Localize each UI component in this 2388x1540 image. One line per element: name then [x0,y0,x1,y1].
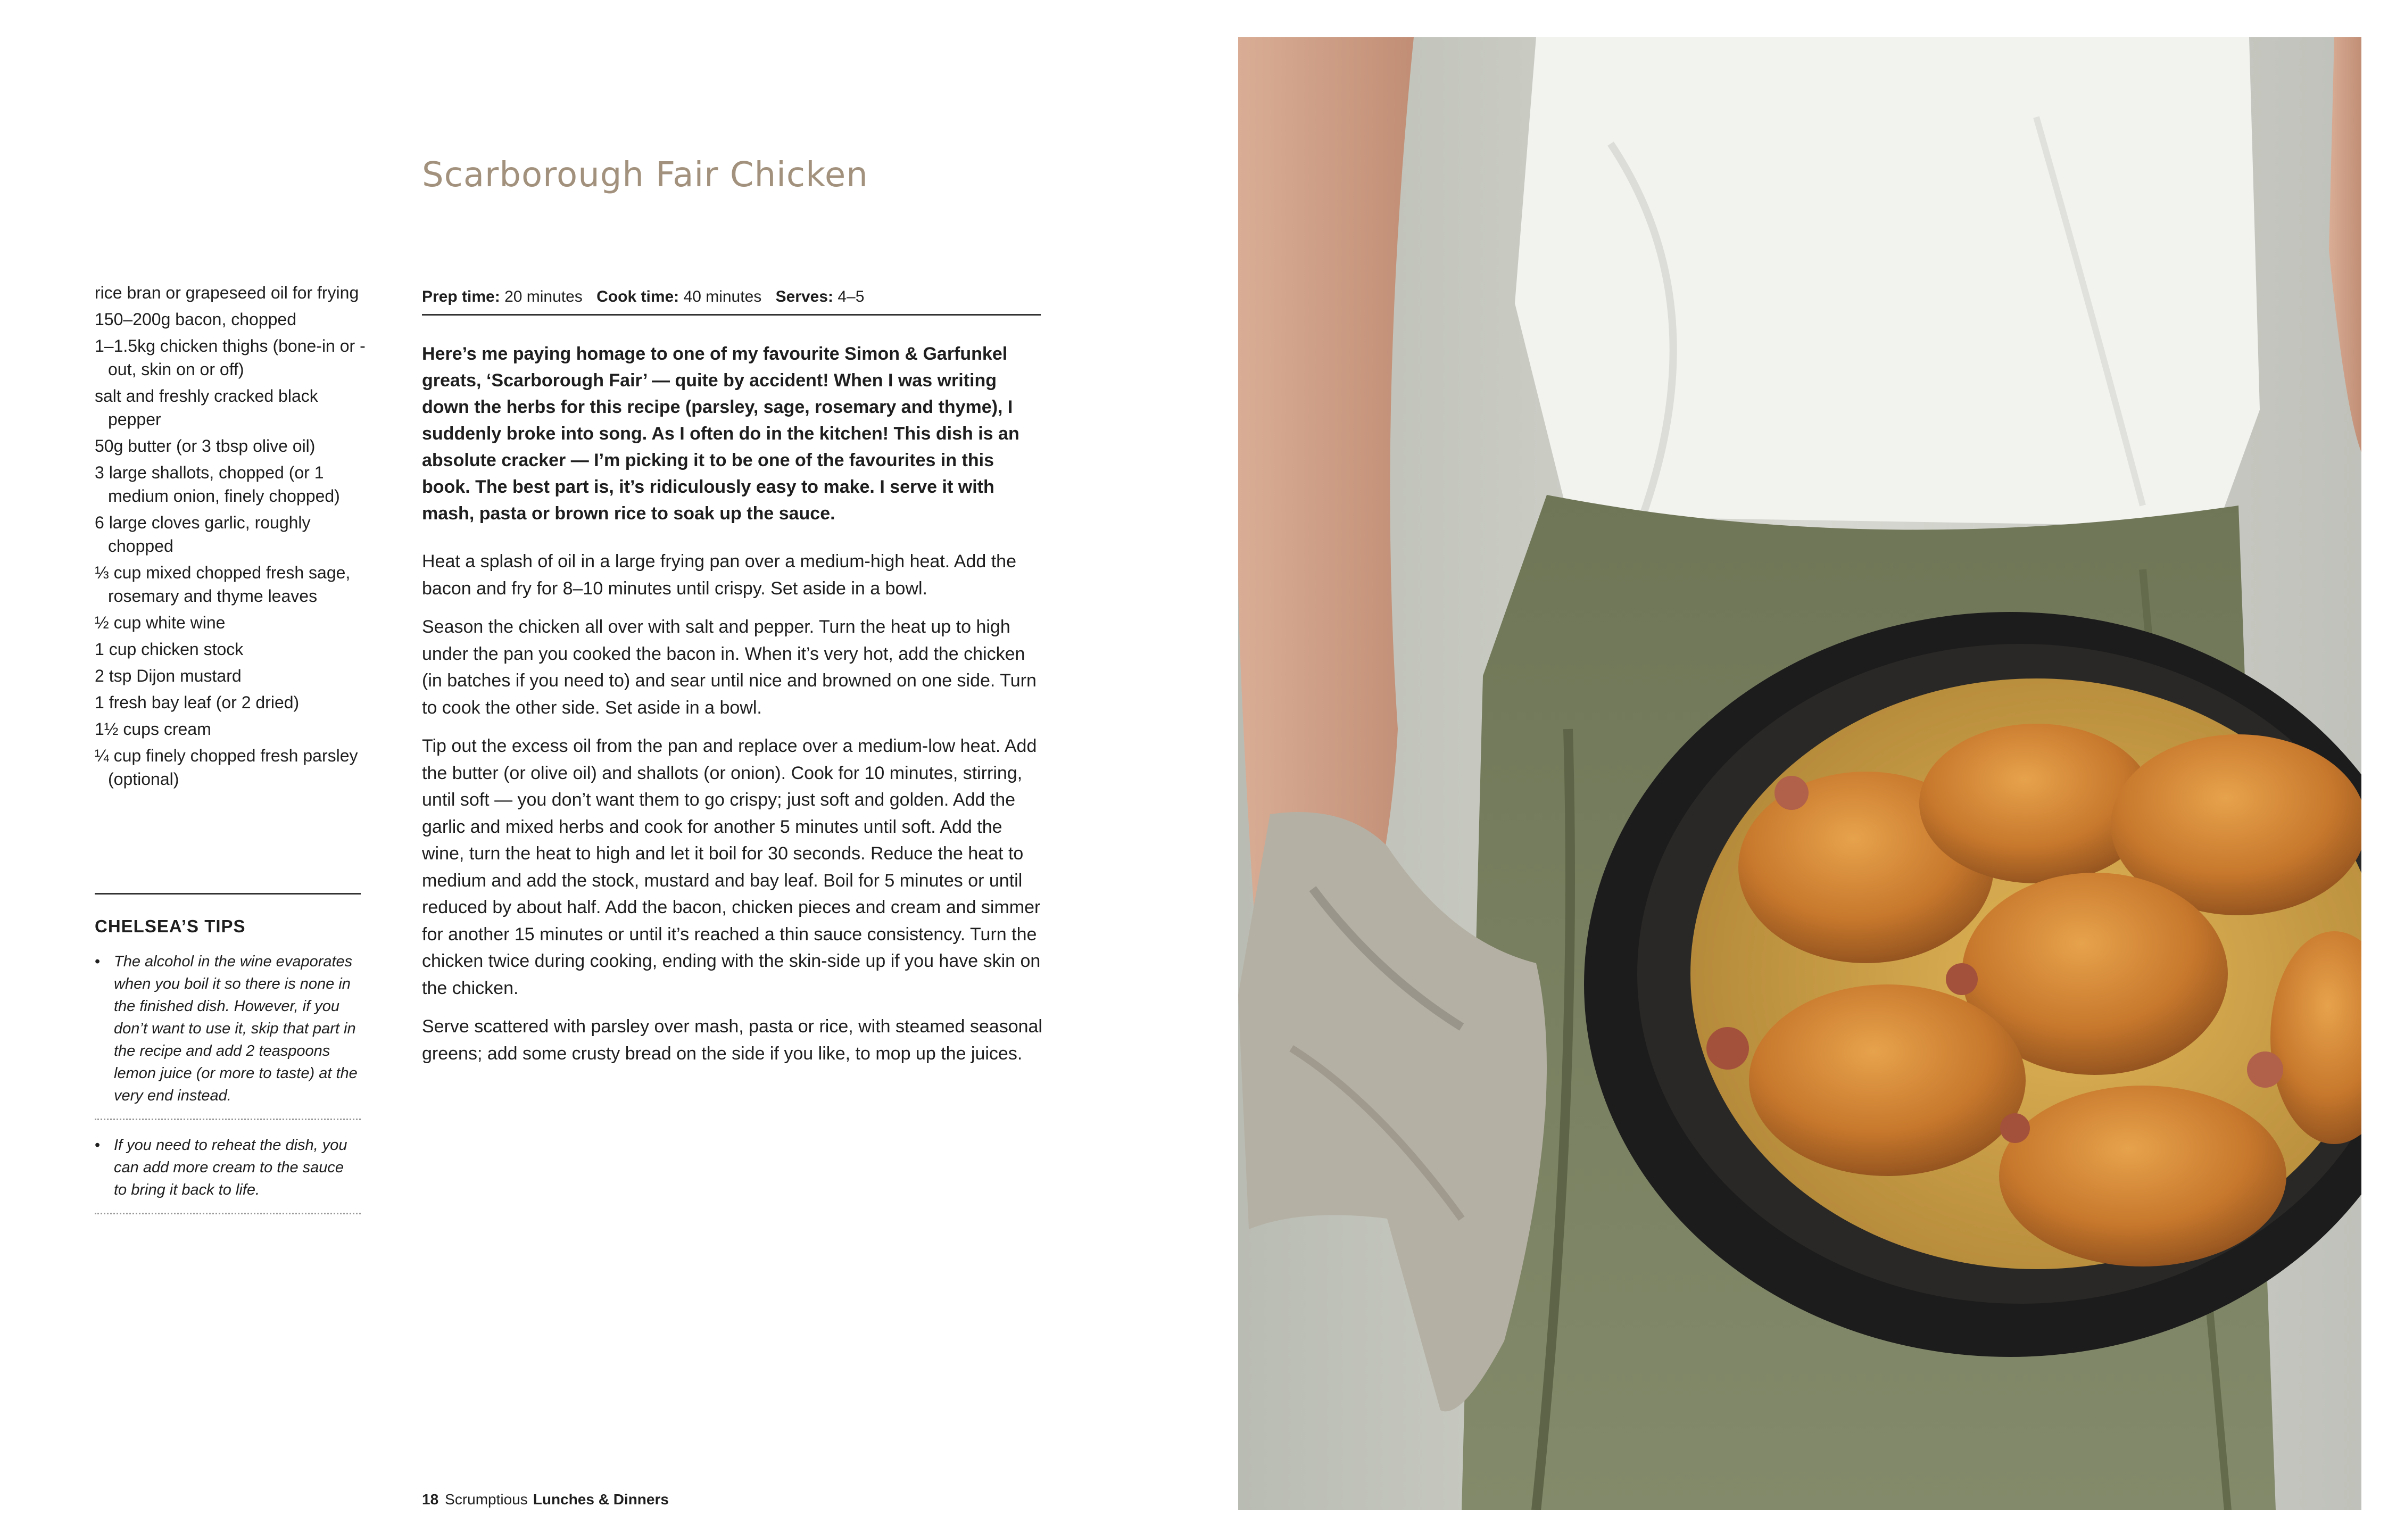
method-paragraph: Season the chicken all over with salt and pepper. Turn the heat up to high under the pan you cooked the bacon in. When it’s very hot, add the chicken (in batches if you need to) and sear until nice and browned on one side. Turn to cook the other side. Set aside in a bowl. [422,617,1037,718]
method-paragraph: Heat a splash of oil in a large frying pan over a medium-high heat. Add the bacon and fry for 8–10 minutes until crispy. Set aside in a bowl. [422,551,1017,599]
method-steps [422,548,1044,1079]
ingredient-item: ½ cup white wine [95,613,226,632]
serves-value: 4–5 [838,288,865,305]
tip-item: • The alcohol in the wine evaporates when you boil it so there is none in the finished dish. However, if you don’t want to use it, skip that part in the recipe and add 2 teaspoons lemon juice (or more to taste) at the very end instead. [95,950,361,1120]
ingredient-item: ⅓ cup mixed chopped fresh sage, rosemary and thyme leaves [95,563,351,606]
section-title: Lunches & Dinners [533,1491,669,1508]
ingredient-item: salt and freshly cracked black pepper [95,386,318,429]
ingredient-item: 1 fresh bay leaf (or 2 dried) [95,693,300,712]
ingredients-list [95,281,369,794]
recipe-photo [1238,37,2361,1510]
book-title: Scrumptious [445,1491,528,1508]
ingredient-item: 1–1.5kg chicken thighs (bone-in or -out, skin on or off) [95,336,366,379]
serves-label: Serves: [775,288,834,305]
recipe-intro: Here’s me paying homage to one of my favourite Simon & Garfunkel greats, ‘Scarborough Fair’ — quite by accident! When I was writing down the herbs for this recipe (parsley, sage, rosemary and thyme), I suddenly broke into song. As I often do in the kitchen! This dish is an absolute cracker — I’m picking it to be one of the favourites in this book. The best part is, it’s ridiculously easy to make. I serve it with mash, pasta or brown rice to soak up the sauce. [422,344,1019,524]
page-footer [422,1490,669,1509]
ingredients-divider [95,893,361,895]
cook-label: Cook time: [596,288,679,305]
tip-item: • If you need to reheat the dish, you can add more cream to the sauce to bring it back to life. [95,1134,361,1214]
ingredient-item: 1½ cups cream [95,719,211,739]
ingredient-item: ¼ cup finely chopped fresh parsley (optional) [95,746,358,789]
ingredient-item: rice bran or grapeseed oil for frying [95,283,359,302]
ingredient-item: 6 large cloves garlic, roughly chopped [95,513,311,556]
ingredient-item: 150–200g bacon, chopped [95,310,297,329]
method-paragraph: Tip out the excess oil from the pan and replace over a medium-low heat. Add the butter (or olive oil) and shallots (or onion). Cook for 10 minutes, stirring, until soft — you don’t want them to go crispy; just soft and golden. Add the garlic and mixed herbs and cook for another 5 minutes until soft. Add the wine, turn the heat to high and let it boil for 30 seconds. Reduce the heat to medium and add the stock, mustard and bay leaf. Boil for 5 minutes or until reduced by about half. Add the bacon, chicken pieces and cream and simmer for another 15 minutes or until it’s reached a thin sauce consistency. Turn the chicken twice during cooking, ending with the skin-side up if you have skin on the chicken. [422,736,1041,998]
recipe-title: Scarborough Fair Chicken [422,155,868,195]
ingredient-item: 50g butter (or 3 tbsp olive oil) [95,436,316,456]
prep-label: Prep time: [422,288,500,305]
page-number: 18 [422,1491,439,1508]
recipe-meta [422,286,1041,316]
ingredient-item: 3 large shallots, chopped (or 1 medium onion, finely chopped) [95,463,340,506]
tips-heading: CHELSEA’S TIPS [95,916,246,936]
prep-value: 20 minutes [504,288,583,305]
cook-value: 40 minutes [683,288,762,305]
tips-list [95,950,361,1228]
ingredient-item: 2 tsp Dijon mustard [95,666,242,685]
method-paragraph: Serve scattered with parsley over mash, pasta or rice, with steamed seasonal greens; add some crusty bread on the side if you like, to mop up the juices. [422,1016,1042,1064]
ingredient-item: 1 cup chicken stock [95,640,244,659]
